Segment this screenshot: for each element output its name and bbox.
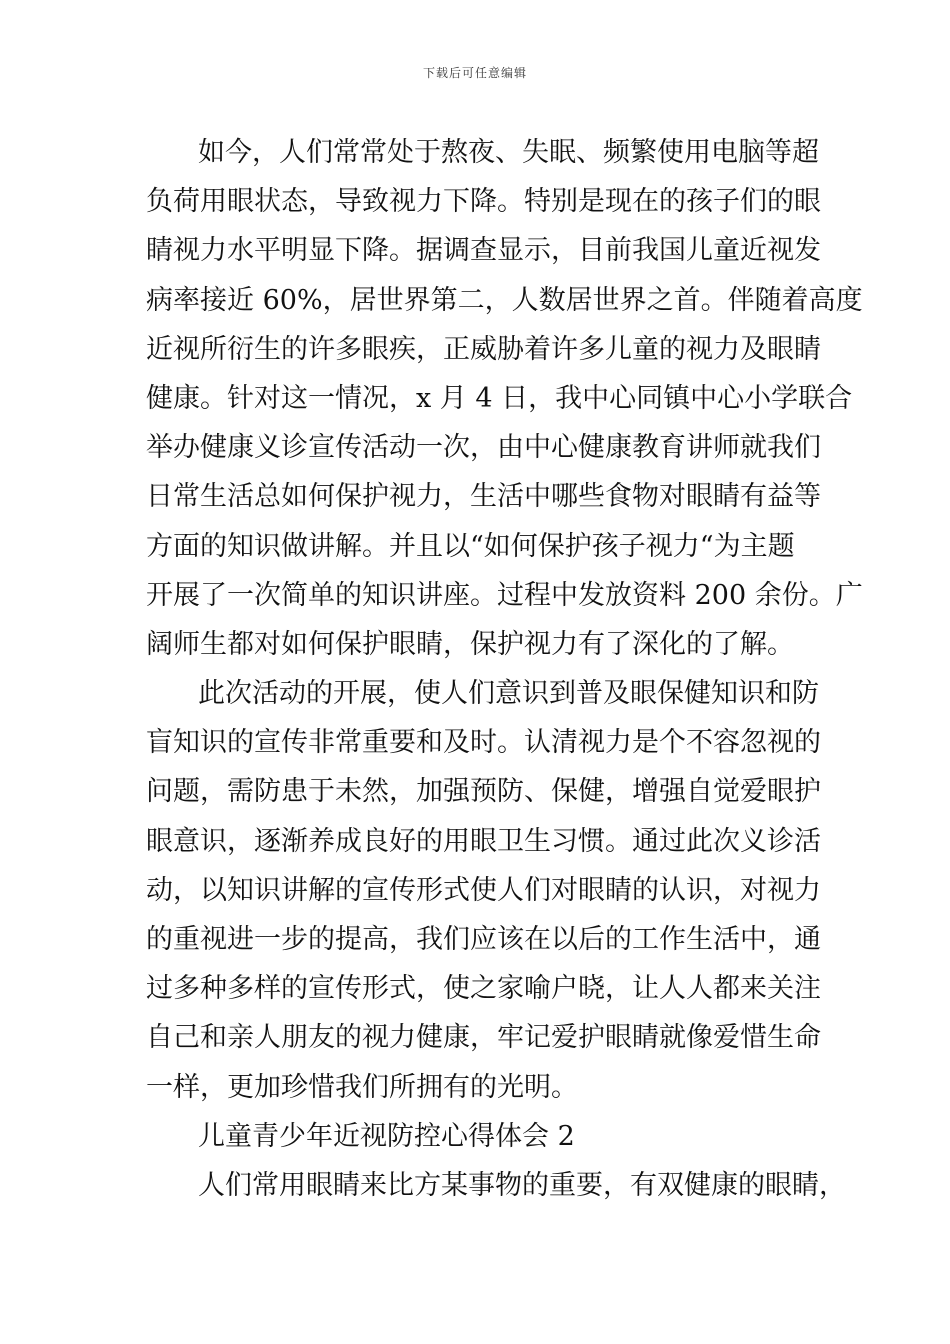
paragraph-1-line-7: 举办健康义诊宣传活动一次，由中心健康教育讲师就我们 <box>146 432 821 464</box>
paragraph-2-line-3: 问题，需防患于未然，加强预防、保健，增强自觉爱眼护 <box>146 776 821 808</box>
paragraph-1-line-10: 开展了一次简单的知识讲座。过程中发放资料 200 余份。广 <box>146 579 863 611</box>
paragraph-1-line-5: 近视所衍生的许多眼疾，正威胁着许多儿童的视力及眼睛 <box>146 333 821 365</box>
paragraph-1-line-2: 负荷用眼状态，导致视力下降。特别是现在的孩子们的眼 <box>146 186 821 218</box>
paragraph-2-line-6: 的重视进一步的提高，我们应该在以后的工作生活中，通 <box>146 924 821 955</box>
paragraph-2-line-4: 眼意识，逐渐养成良好的用眼卫生习惯。通过此次义诊活 <box>146 825 821 857</box>
paragraph-1-line-6: 健康。针对这一情况，x 月 4 日，我中心同镇中心小学联合 <box>146 382 853 414</box>
paragraph-2-line-2: 盲知识的宣传非常重要和及时。认清视力是个不容忽视的 <box>146 727 821 759</box>
paragraph-2-line-9: 一样，更加珍惜我们所拥有的光明。 <box>146 1071 578 1103</box>
paragraph-1-line-9: 方面的知识做讲解。并且以“如何保护孩子视力“为主题 <box>146 530 795 562</box>
paragraph-1-line-11: 阔师生都对如何保护眼睛，保护视力有了深化的了解。 <box>146 628 794 660</box>
document-body <box>146 128 863 1210</box>
paragraph-1-line-3: 睛视力水平明显下降。据调查显示，目前我国儿童近视发 <box>146 235 821 267</box>
paragraph-1-line-1: 如今，人们常常处于熬夜、失眠、频繁使用电脑等超 <box>198 137 819 168</box>
paragraph-1-line-4: 病率接近 60%，居世界第二，人数居世界之首。伴随着高度 <box>146 284 863 316</box>
section-heading: 儿童青少年近视防控心得体会 2 <box>198 1120 575 1152</box>
paragraph-3-line-1: 人们常用眼睛来比方某事物的重要，有双健康的眼睛， <box>198 1169 846 1201</box>
paragraph-2-line-8: 自己和亲人朋友的视力健康，牢记爱护眼睛就像爱惜生命 <box>146 1022 821 1054</box>
paragraph-2-line-5: 动，以知识讲解的宣传形式使人们对眼睛的认识，对视力 <box>146 874 821 906</box>
paragraph-2-line-7: 过多种多样的宣传形式，使之家喻户晓，让人人都来关注 <box>146 973 821 1005</box>
paragraph-1-line-8: 日常生活总如何保护视力，生活中哪些食物对眼睛有益等 <box>146 481 821 513</box>
paragraph-2-line-1: 此次活动的开展，使人们意识到普及眼保健知识和防 <box>198 678 819 710</box>
header-note: 下载后可任意编辑 <box>422 66 527 80</box>
